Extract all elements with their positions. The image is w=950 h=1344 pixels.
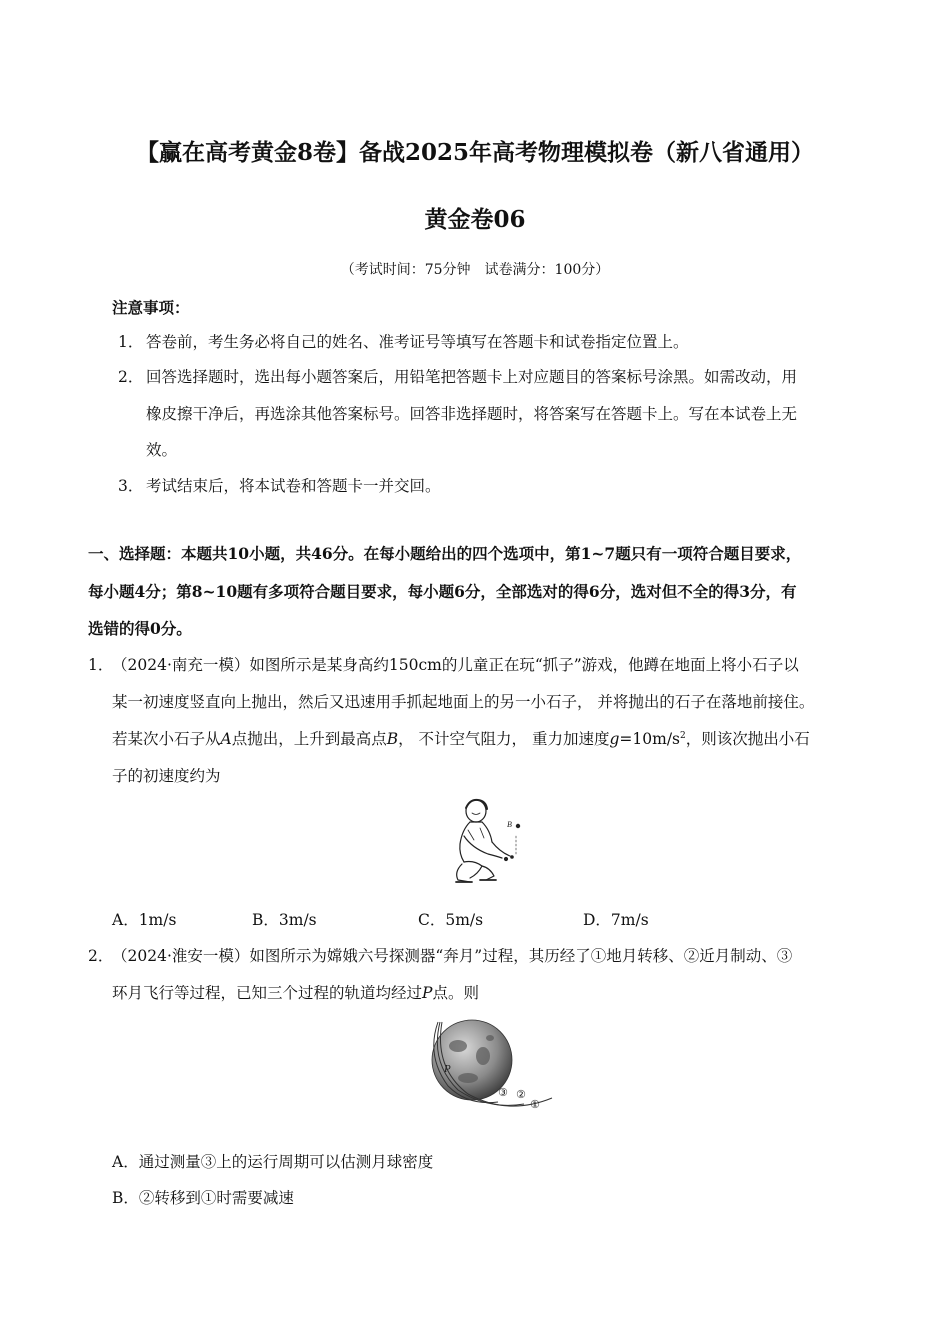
section-heading-line: 选错的得0分。 <box>88 619 192 638</box>
notice-item-line: 答卷前，考生务必将自己的姓名、准考证号等填写在答题卡和试卷指定位置上。 <box>146 333 689 351</box>
question-text-line: （2024·淮安一模）如图所示为嫦娥六号探测器“奔月”过程，其历经了①地月转移、②近月制动、③ <box>112 947 793 965</box>
option-a: A．通过测量③上的运行周期可以估测月球密度 <box>112 1153 434 1171</box>
point-b-label: B <box>507 820 512 829</box>
notice-item-line: 橡皮擦干净后，再选涂其他答案标号。回答非选择题时，将答案写在答题卡上。写在本试卷上无 <box>146 405 798 423</box>
page-subtitle: 黄金卷06 <box>424 206 526 233</box>
child-playing-figure <box>440 796 530 888</box>
notice-item-num: 3． <box>118 477 144 495</box>
orbit-1-label: ① <box>530 1098 540 1111</box>
notice-item-line: 效。 <box>146 441 178 459</box>
question-text-line: 子的初速度约为 <box>112 767 221 785</box>
question-text-line: 环月飞行等过程，已知三个过程的轨道均经过P点。则 <box>112 984 479 1002</box>
notice-item-line: 回答选择题时，选出每小题答案后，用铅笔把答题卡上对应题目的答案标号涂黑。如需改动，用 <box>146 368 798 386</box>
exam-meta: （考试时间：75分钟 试卷满分：100分） <box>340 262 610 278</box>
section-heading-line: 一、选择题：本题共10小题，共46分。在每小题给出的四个选项中，第1~7题只有一项符合题目要求， <box>88 544 802 563</box>
orbit-3-label: ③ <box>498 1086 508 1099</box>
page-title: 【赢在高考黄金8卷】备战2025年高考物理模拟卷（新八省通用） <box>135 139 815 166</box>
option-a: A．1m/s <box>112 911 177 929</box>
question-text-line: 若某次小石子从A点抛出，上升到最高点B， 不计空气阻力， 重力加速度$g=10m/s^2$，则该次抛出小石 <box>112 730 810 748</box>
orbit-2-label: ② <box>516 1088 526 1101</box>
option-b: B．②转移到①时需要减速 <box>112 1189 294 1207</box>
section-heading-line: 每小题4分；第8~10题有多项符合题目要求，每小题6分，全部选对的得6分，选对但不全的得3分，有 <box>88 582 797 601</box>
question-text-line: 某一初速度竖直向上抛出，然后又迅速用手抓起地面上的另一小石子， 并将抛出的石子在落地前接住。 <box>112 693 815 711</box>
question-text-line: （2024·南充一模）如图所示是某身高约150cm的儿童正在玩“抓子”游戏，他蹲在地面上将小石子以 <box>112 656 799 674</box>
option-c: C．5m/s <box>418 911 484 929</box>
option-d: D．7m/s <box>583 911 649 929</box>
question-number: 1． <box>88 656 114 674</box>
option-b: B．3m/s <box>252 911 317 929</box>
question-number: 2． <box>88 947 114 965</box>
notice-item-line: 考试结束后，将本试卷和答题卡一并交回。 <box>146 477 441 495</box>
notice-item-num: 1． <box>118 333 144 351</box>
notice-heading: 注意事项： <box>112 298 190 317</box>
point-p-label: P <box>444 1063 451 1075</box>
moon-orbit-figure <box>428 1016 558 1112</box>
notice-item-num: 2． <box>118 368 144 386</box>
